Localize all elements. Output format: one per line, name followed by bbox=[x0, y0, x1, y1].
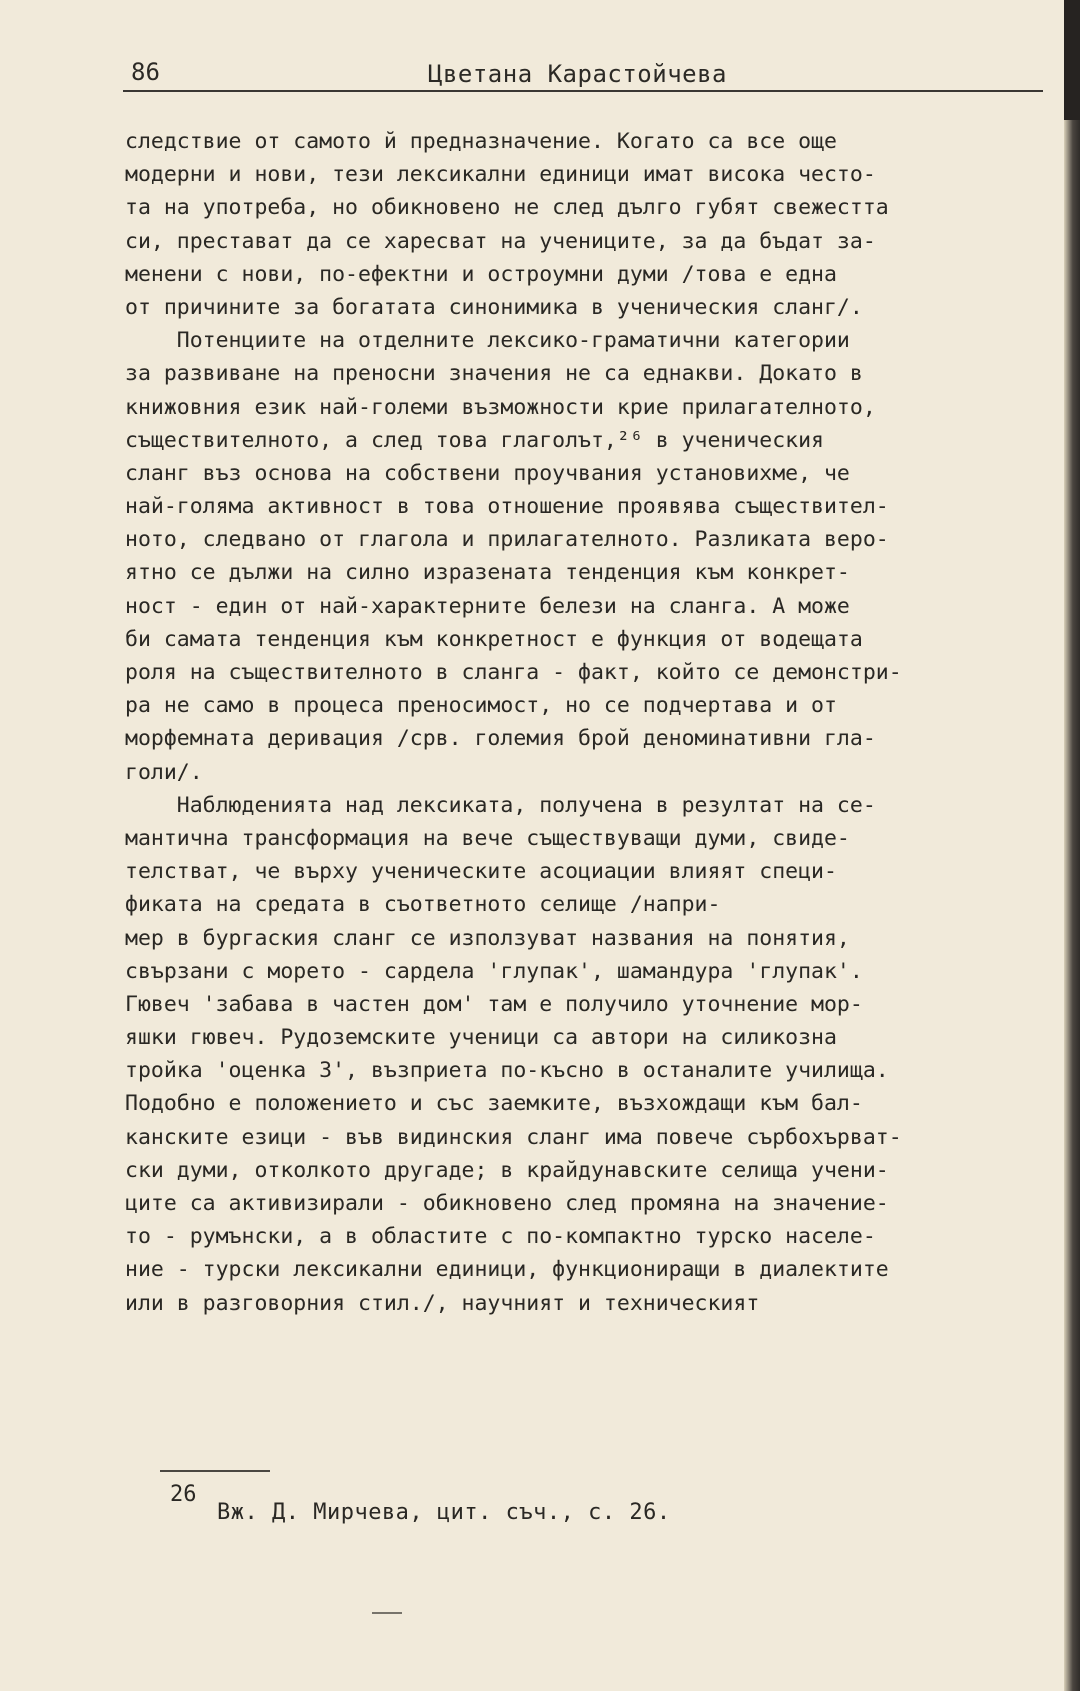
text-line: Гювеч 'забава в частен дом' там е получило уточнение мор- bbox=[125, 991, 863, 1017]
page-number: 86 bbox=[131, 58, 160, 86]
text-line: ятно се дължи на силно изразената тенденция към конкрет- bbox=[125, 560, 850, 586]
text-line: ното, следвано от глагола и прилагателното. Разликата веро- bbox=[125, 527, 889, 553]
text-line: то - румънски, а в областите с по-компактно турско населе- bbox=[125, 1224, 876, 1250]
footnote-rule bbox=[160, 1470, 270, 1472]
text-line: менени с нови, по-ефектни и остроумни думи /това е една bbox=[125, 261, 837, 287]
text-line: свързани с морето - сардела 'глупак', шамандура 'глупак'. bbox=[125, 958, 863, 984]
text-line: ците са активизирали - обикновено след промяна на значение- bbox=[125, 1191, 889, 1216]
text-line: ност - един от най-характерните белези на сланга. А може bbox=[125, 593, 850, 619]
body-text bbox=[125, 125, 1040, 1320]
text-line: ние - турски лексикални единици, функциониращи в диалектите bbox=[125, 1257, 889, 1283]
text-line: Потенциите на отделните лексико-граматични категории bbox=[125, 328, 850, 354]
text-line: канските езици - във видинския сланг има повече сърбохърват- bbox=[125, 1124, 902, 1150]
text-line: модерни и нови, тези лексикални единици имат висока често- bbox=[125, 162, 876, 188]
text-line: та на употреба, но обикновено не след дълго губят свежестта bbox=[125, 195, 889, 221]
book-spine-top bbox=[1064, 0, 1080, 120]
text-line: ски думи, отколкото другаде; в крайдунавските селища учени- bbox=[125, 1157, 889, 1183]
text-line: съществителното, а след това глаголът,²⁶ в ученическия bbox=[125, 427, 824, 453]
text-line: или в разговорния стил./, научният и техническият bbox=[125, 1290, 760, 1316]
book-spine-shadow bbox=[1064, 0, 1080, 1691]
text-line: морфемната деривация /срв. големия брой деноминативни гла- bbox=[125, 726, 876, 752]
text-line: сланг въз основа на собствени проучвания установихме, че bbox=[125, 460, 850, 486]
text-line: мантична трансформация на вече съществуващи думи, свиде- bbox=[125, 825, 850, 851]
text-line: следствие от самото й предназначение. Когато са все още bbox=[125, 129, 837, 154]
footnote-text: Вж. Д. Мирчева, цит. съч., с. 26. bbox=[217, 1500, 671, 1525]
text-line: от причините за богатата синонимика в ученическия сланг/. bbox=[125, 294, 863, 320]
text-line: ра не само в процеса преносимост, но се подчертава и от bbox=[125, 693, 837, 719]
text-line: фиката на средата в съответното селище /напри- bbox=[125, 892, 721, 918]
text-line: най-голяма активност в това отношение проявява съществител- bbox=[125, 494, 889, 520]
footnote-number: 26 bbox=[170, 1482, 197, 1507]
page-header bbox=[123, 56, 1043, 92]
text-line: Подобно е положението и със заемките, възхождащи към бал- bbox=[125, 1091, 863, 1117]
text-line: мер в бургаския сланг се използуват названия на понятия, bbox=[125, 925, 850, 951]
text-line: яшки гювеч. Рудоземските ученици са автори на силикозна bbox=[125, 1025, 837, 1051]
text-line: Наблюденията над лексиката, получена в резултат на се- bbox=[125, 792, 876, 818]
page-bottom-mark bbox=[372, 1612, 402, 1614]
text-line: книжовния език най-големи възможности крие прилагателното, bbox=[125, 394, 876, 420]
header-rule bbox=[123, 90, 1043, 92]
text-line: роля на съществителното в сланга - факт, който се демонстри- bbox=[125, 660, 902, 685]
text-line: за развиване на преносни значения не са еднакви. Докато в bbox=[125, 361, 863, 387]
text-line: телстват, че върху ученическите асоциации влияят специ- bbox=[125, 859, 837, 885]
text-line: би самата тенденция към конкретност е функция от водещата bbox=[125, 626, 863, 652]
text-line: голи/. bbox=[125, 759, 203, 785]
text-line: си, престават да се харесват на учениците, за да бъдат за- bbox=[125, 228, 876, 254]
text-line: тройка 'оценка 3', възприета по-късно в останалите училища. bbox=[125, 1058, 889, 1084]
running-title: Цветана Карастойчева bbox=[428, 60, 727, 88]
